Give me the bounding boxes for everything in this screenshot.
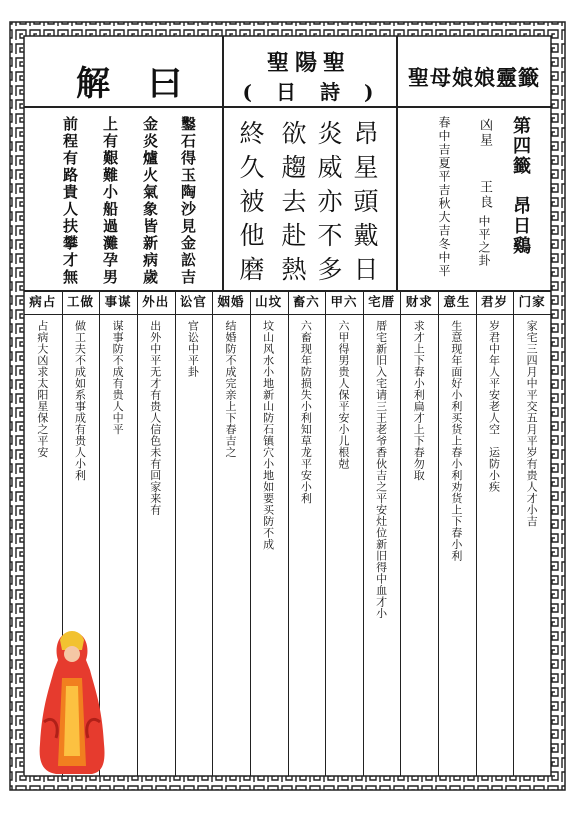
category-header: 宅厝 — [368, 294, 396, 309]
lot-subtitle: 昂日鷄 — [510, 196, 531, 256]
explanation-bottom-4: 才無 — [61, 252, 79, 286]
column-divider — [363, 290, 364, 776]
column-divider — [325, 290, 326, 776]
category-entry: 厝宅新旧入宅请三王老爷香伙吉之平安灶位新旧得中血才小 — [374, 320, 388, 619]
explanation-bottom-3: 孕男 — [101, 252, 119, 286]
category-entry: 岁君中年人平安老人空 运防小疾 — [487, 320, 501, 493]
category-entry: 家宅三四月中平交五月平岁有贵人才小吉 — [525, 320, 539, 527]
explanation-line-3: 上有艱難小船過灘 — [101, 116, 119, 252]
category-header: 财求 — [405, 294, 433, 309]
category-entry: 六甲得男贵人保平安小儿根尅 — [336, 320, 350, 470]
category-entry: 做工夫不成如系事成有贵人小利 — [73, 320, 87, 481]
lot-person: 王良 — [477, 180, 492, 210]
category-header: 甲六 — [330, 294, 358, 309]
explanation-line-1: 鑿石得玉陶沙見金 — [179, 116, 197, 252]
category-header: 工做 — [66, 294, 94, 309]
poem-line-1: 昂星頭戴日 — [350, 120, 379, 290]
category-header: 病占 — [29, 294, 57, 309]
page-title: 聖母娘娘靈籤 — [408, 65, 540, 90]
explanation-line-2: 金炎爐火氣象皆新 — [141, 116, 159, 252]
column-divider — [513, 290, 514, 776]
ri-shi-label: ( 日 詩 ) — [242, 80, 376, 104]
column-divider — [250, 290, 251, 776]
category-header: 君岁 — [481, 294, 509, 309]
lot-gua: 中平之卦 — [477, 215, 491, 267]
column-divider — [288, 290, 289, 776]
category-header: 外出 — [142, 294, 170, 309]
category-entry: 六畜现年防损失小利知草龙平安小利 — [299, 320, 313, 504]
column-divider — [175, 290, 176, 776]
category-header: 畜六 — [292, 294, 320, 309]
category-entry: 出外中平无才有贵人信色未有回家来有 — [148, 320, 162, 516]
category-entry: 结婚防不成完亲上下春吉之 — [224, 320, 238, 458]
explanation-line-4: 前程有路貴人扶攀 — [61, 116, 79, 252]
category-entry: 官讼中平卦 — [186, 320, 200, 378]
category-header: 姻婚 — [217, 294, 245, 309]
column-divider — [400, 290, 401, 776]
explanation-bottom-2: 病歲 — [141, 252, 159, 286]
category-entry: 生意现年面好小利买货上春小利劝货上下春小利 — [449, 320, 463, 562]
explanation-bottom-1: 訟吉 — [179, 252, 197, 286]
poem-line-2: 炎威亦不多 — [314, 120, 343, 290]
column-divider — [137, 290, 138, 776]
category-entry: 谋事防不成有贵人中平 — [111, 320, 125, 435]
lot-seasons: 春中吉夏平吉秋大吉冬中平 — [437, 116, 451, 278]
column-divider — [476, 290, 477, 776]
category-entry: 坟山风水小地新山防石镇穴小地如要买防不成 — [261, 320, 275, 550]
lot-number: 第四籤 — [510, 116, 531, 176]
column-divider — [438, 290, 439, 776]
goddess-mazu-figure-icon — [36, 626, 108, 776]
category-header: 门家 — [518, 294, 546, 309]
sheng-yang-sheng-label: 聖陽聖 — [266, 50, 351, 76]
category-header: 山坟 — [255, 294, 283, 309]
jie-yue-title: 解 曰 — [76, 64, 184, 104]
category-entry: 求才上下春小利扁才上下春勿取 — [412, 320, 426, 481]
lot-luck: 凶星 — [477, 118, 492, 148]
poem-line-3: 欲趨去赴熱 — [278, 120, 307, 290]
poem-line-4: 終久被他磨 — [236, 120, 265, 290]
column-divider — [212, 290, 213, 776]
category-entry: 占病大凶求太阳星保之平安 — [35, 320, 49, 458]
category-header: 讼官 — [179, 294, 207, 309]
category-header: 事谋 — [104, 294, 132, 309]
category-header: 意生 — [443, 294, 471, 309]
